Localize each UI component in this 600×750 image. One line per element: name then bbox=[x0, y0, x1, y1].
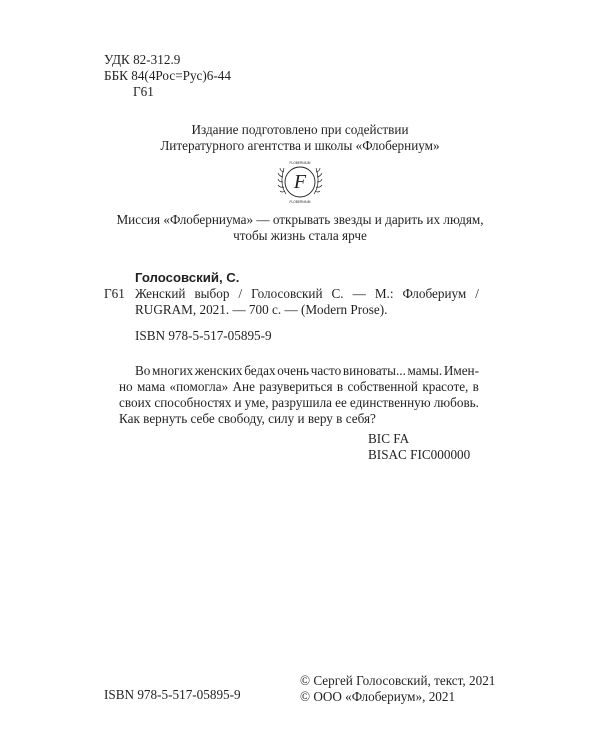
annotation-word: в bbox=[336, 379, 344, 394]
flobernium-logo-icon bbox=[272, 156, 328, 208]
description-word: / bbox=[475, 286, 479, 301]
annotation-word: виноваты... bbox=[342, 363, 406, 378]
logo-letter: F bbox=[293, 171, 307, 193]
annotation-word: разрушила bbox=[271, 395, 333, 410]
description-line-1 bbox=[135, 286, 479, 302]
sponsor-line-2: Литературного агентства и школы «Флоберниум» bbox=[160, 138, 440, 153]
sponsor-line-1: Издание подготовлено при содействии bbox=[191, 122, 409, 137]
description-word: Флобериум bbox=[402, 286, 467, 301]
annotation-word: «помогла» bbox=[169, 379, 229, 394]
bic-code: BIC FA bbox=[368, 431, 410, 446]
annotation-word: мамы. bbox=[407, 363, 443, 378]
annotation-word: любовь. bbox=[433, 395, 479, 410]
annotation-word: мама bbox=[136, 379, 166, 394]
mission-line-2: чтобы жизнь стала ярче bbox=[233, 228, 367, 243]
bbk-code: ББК 84(4Рос=Рус)6-44 bbox=[104, 68, 231, 83]
annotation-word: красоте, bbox=[422, 379, 469, 394]
description-word: выбор bbox=[194, 286, 230, 301]
annotation-line-3 bbox=[119, 395, 479, 411]
annotation-word: Имен- bbox=[443, 363, 479, 378]
annotation-word: очень bbox=[277, 363, 310, 378]
bisac-code: BISAC FIC000000 bbox=[368, 447, 471, 462]
annotation-word: в bbox=[472, 379, 479, 394]
logo-name-bottom: FLOBERNIUM bbox=[289, 200, 311, 204]
annotation-line-2 bbox=[119, 379, 479, 395]
description-line-2: RUGRAM, 2021. — 700 с. — (Modern Prose). bbox=[135, 302, 388, 317]
annotation-word: Во bbox=[135, 363, 151, 378]
copyright-publisher: © ООО «Флобериум», 2021 bbox=[300, 689, 456, 704]
description-word: Женский bbox=[135, 286, 186, 301]
description-word: М.: bbox=[374, 286, 394, 301]
annotation-line-4: Как вернуть себе свободу, силу и веру в себя? bbox=[119, 411, 376, 426]
isbn: ISBN 978-5-517-05895-9 bbox=[135, 328, 272, 343]
annotation-word: своих bbox=[119, 395, 152, 410]
annotation-word: но bbox=[119, 379, 133, 394]
annotation-word: бедах bbox=[244, 363, 276, 378]
description-word: Голосовский bbox=[251, 286, 323, 301]
author-mark-top: Г61 bbox=[133, 84, 154, 99]
annotation-word: собственной bbox=[347, 379, 418, 394]
annotation-word: ее bbox=[335, 395, 347, 410]
isbn-bottom: ISBN 978-5-517-05895-9 bbox=[104, 687, 241, 702]
description-word: — bbox=[352, 286, 366, 301]
annotation-word: и bbox=[234, 395, 242, 410]
annotation-word: женских bbox=[194, 363, 243, 378]
author-heading: Голосовский, С. bbox=[135, 270, 240, 285]
copyright-author: © Сергей Голосовский, текст, 2021 bbox=[300, 673, 496, 688]
mission-line-1: Миссия «Флоберниума» — открывать звезды и дарить их людям, bbox=[116, 212, 484, 227]
bibliographic-description bbox=[135, 286, 479, 318]
logo-name-top: FLOBERNIUM bbox=[289, 161, 311, 165]
annotation-word: Ане bbox=[232, 379, 255, 394]
annotation-word: единственную bbox=[349, 395, 431, 410]
annotation-word: разувериться bbox=[259, 379, 333, 394]
author-mark: Г61 bbox=[104, 286, 125, 301]
annotation-line-1 bbox=[119, 363, 479, 379]
description-word: / bbox=[238, 286, 243, 301]
annotation-word: способностях bbox=[154, 395, 232, 410]
annotation-word: многих bbox=[152, 363, 194, 378]
description-word: С. bbox=[331, 286, 344, 301]
annotation-word: часто bbox=[310, 363, 342, 378]
udk-code: УДК 82-312.9 bbox=[104, 52, 181, 67]
annotation-word: уме, bbox=[244, 395, 269, 410]
annotation bbox=[119, 363, 479, 427]
